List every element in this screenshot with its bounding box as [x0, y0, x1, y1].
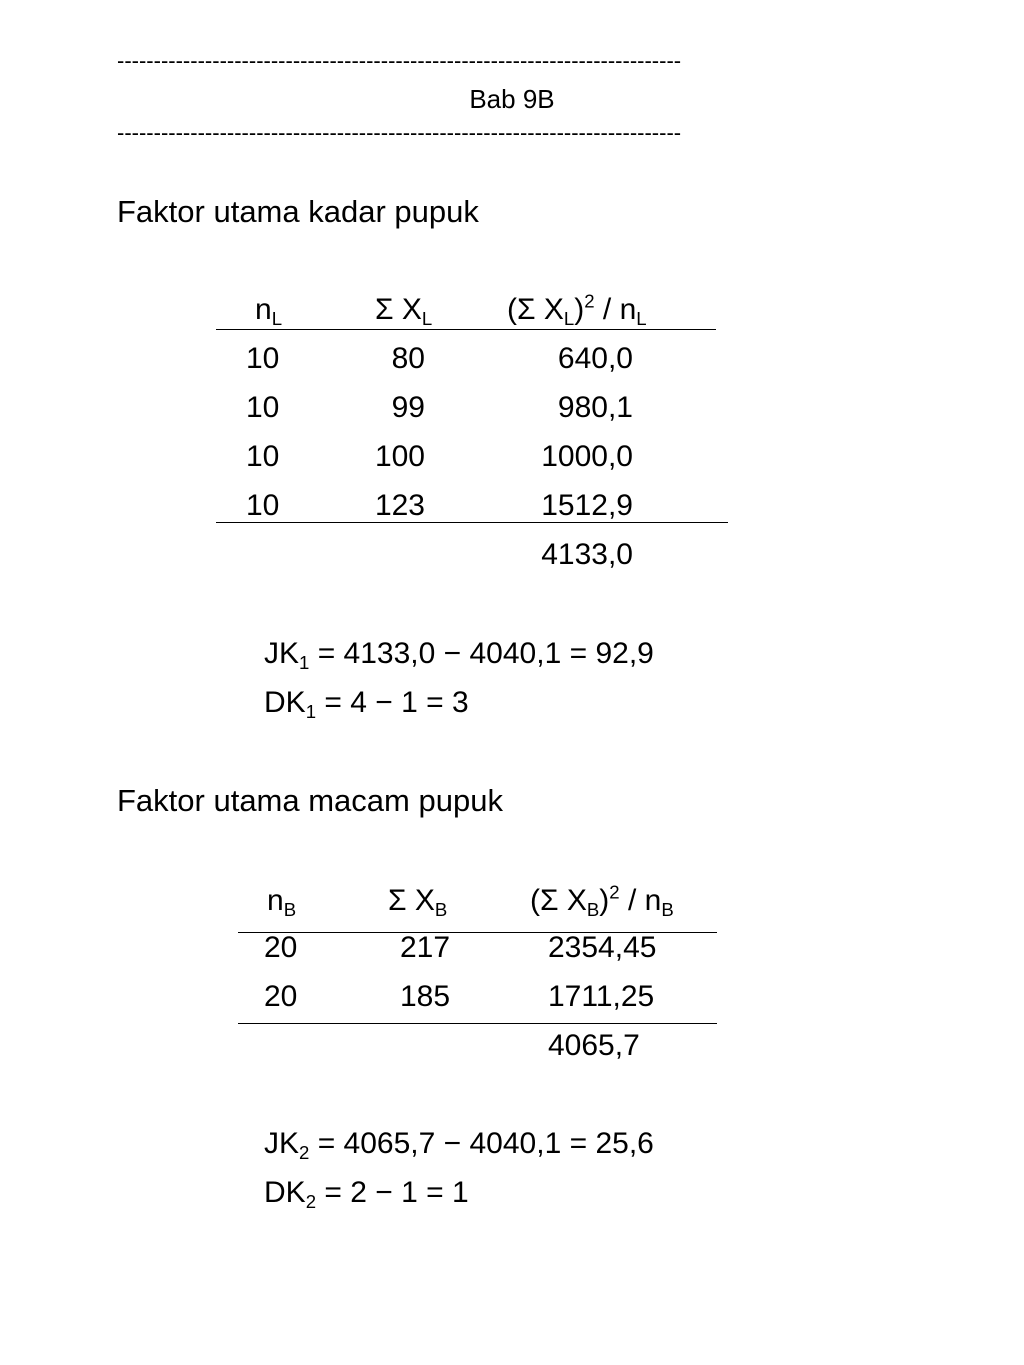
table-cell: 123: [374, 489, 425, 522]
column-header-sum-x: [375, 293, 432, 327]
equation-subscript: 1: [305, 700, 317, 722]
header-text: Σ X: [375, 293, 422, 326]
table-total: 4133,0: [541, 538, 633, 571]
table-cell: 20: [264, 980, 298, 1013]
table-cell: 99: [391, 391, 425, 424]
header-subscript: B: [586, 898, 600, 920]
header-text: n: [255, 293, 272, 326]
header-dash-line-bottom: -----------------------------------------------------------------------------: [117, 120, 682, 145]
header-subscript: B: [283, 898, 297, 920]
column-header-sum-x: [388, 884, 447, 918]
header-text: Σ X: [388, 884, 435, 917]
table-cell: 1512,9: [541, 489, 633, 522]
equation-subscript: 2: [305, 1190, 317, 1212]
table-cell: 10: [246, 440, 280, 473]
table-cell: 185: [399, 980, 451, 1013]
equation-jk1: [264, 637, 654, 671]
header-subscript: L: [636, 307, 647, 329]
table-total-rule: [216, 522, 728, 523]
equation-text: JK: [264, 637, 300, 670]
header-subscript: L: [563, 307, 575, 329]
table-total: 4065,7: [548, 1029, 640, 1062]
equation-text: = 4133,0 − 4040,1 = 92,9: [309, 637, 654, 670]
chapter-title: Bab 9B: [469, 84, 555, 114]
column-header-sum-squared: [507, 290, 647, 329]
table-cell: 20: [264, 931, 298, 964]
header-subscript: L: [421, 307, 433, 329]
header-text: / n: [594, 293, 637, 326]
table-cell: 10: [246, 391, 280, 424]
equation-text: DK: [264, 686, 306, 719]
column-header-n: [267, 884, 296, 918]
header-text: ): [599, 884, 610, 917]
header-text: ): [574, 293, 585, 326]
equation-subscript: 1: [299, 651, 310, 673]
header-superscript: 2: [584, 290, 595, 312]
table-header-rule: [216, 329, 716, 330]
table-cell: 640,0: [557, 342, 633, 375]
header-dash-line-top: -----------------------------------------------------------------------------: [117, 48, 682, 73]
equation-text: = 4065,7 − 4040,1 = 25,6: [309, 1127, 654, 1160]
section-heading-macam: Faktor utama macam pupuk: [117, 783, 503, 818]
equation-text: = 4 − 1 = 3: [316, 686, 469, 719]
table-cell: 980,1: [557, 391, 633, 424]
equation-jk2: [264, 1127, 654, 1161]
header-text: (Σ X: [530, 884, 587, 917]
table-cell: 10: [246, 489, 280, 522]
table-cell: 100: [374, 440, 425, 473]
header-subscript: L: [271, 307, 283, 329]
table-total-rule: [238, 1023, 717, 1024]
header-text: n: [267, 884, 284, 917]
table-cell: 217: [399, 931, 451, 964]
equation-text: JK: [264, 1127, 300, 1160]
equation-subscript: 2: [299, 1141, 310, 1163]
column-header-n: [255, 293, 282, 327]
table-cell: 1711,25: [548, 980, 655, 1013]
header-subscript: B: [661, 898, 674, 920]
table-cell: 80: [391, 342, 425, 375]
equation-text: DK: [264, 1176, 306, 1209]
table-cell: 10: [246, 342, 280, 375]
equation-dk1: [264, 686, 469, 720]
header-text: / n: [619, 884, 662, 917]
header-superscript: 2: [609, 881, 620, 903]
header-text: (Σ X: [507, 293, 564, 326]
table-cell: 1000,0: [541, 440, 633, 473]
column-header-sum-squared: [530, 881, 674, 920]
equation-dk2: [264, 1176, 469, 1210]
section-heading-kadar: Faktor utama kadar pupuk: [117, 194, 479, 229]
table-cell: 2354,45: [548, 931, 657, 964]
header-subscript: B: [434, 898, 448, 920]
equation-text: = 2 − 1 = 1: [316, 1176, 469, 1209]
